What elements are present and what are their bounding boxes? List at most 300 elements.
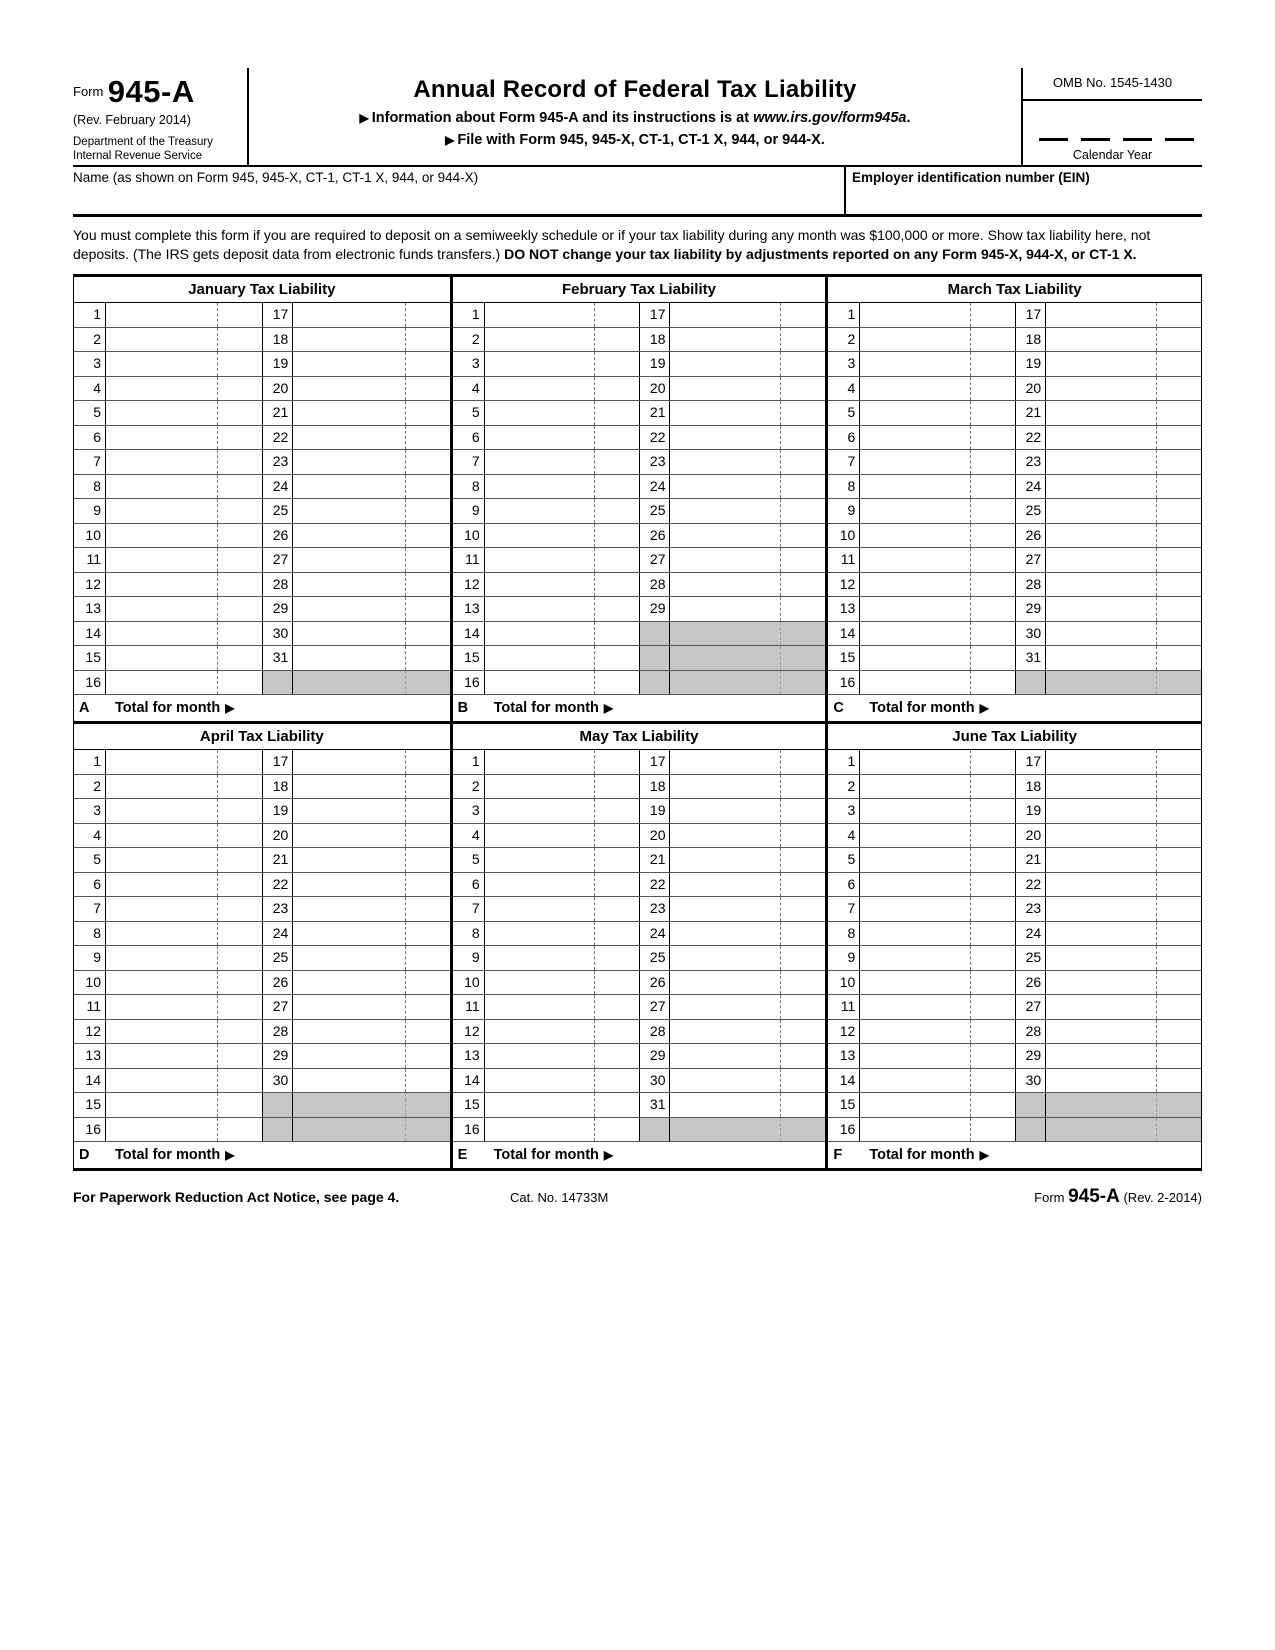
liability-amount-field[interactable] — [293, 873, 449, 897]
liability-amount-field[interactable] — [293, 597, 449, 621]
liability-amount-field[interactable] — [106, 622, 262, 646]
cents-divider — [1156, 1069, 1201, 1093]
liability-amount-field[interactable] — [106, 328, 262, 352]
liability-amount-field[interactable] — [106, 775, 262, 799]
liability-amount-field[interactable] — [860, 646, 1015, 670]
liability-amount-field[interactable] — [106, 750, 262, 774]
liability-amount-field[interactable] — [485, 377, 640, 401]
liability-amount-field[interactable] — [106, 848, 262, 872]
liability-amount-field[interactable] — [860, 873, 1015, 897]
liability-amount-field[interactable] — [293, 622, 449, 646]
day-row-march-16 — [828, 671, 1201, 696]
liability-amount-field[interactable] — [485, 750, 640, 774]
liability-amount-field[interactable] — [670, 799, 825, 823]
liability-amount-field[interactable] — [293, 922, 449, 946]
liability-amount-field[interactable] — [106, 573, 262, 597]
shaded-cell — [1015, 1093, 1046, 1117]
liability-amount-field[interactable] — [293, 401, 449, 425]
liability-amount-field[interactable] — [670, 475, 825, 499]
day-row-may-11 — [453, 995, 826, 1020]
liability-amount-field[interactable] — [485, 573, 640, 597]
day-number: 4 — [74, 824, 106, 848]
cents-divider — [1156, 524, 1201, 548]
liability-amount-field[interactable] — [485, 824, 640, 848]
day-row-march-4 — [828, 377, 1201, 402]
liability-amount-field[interactable] — [485, 1069, 640, 1093]
liability-amount-field[interactable] — [670, 1044, 825, 1068]
liability-amount-field[interactable] — [106, 824, 262, 848]
info-text: Information about Form 945-A and its instructions is at — [371, 110, 754, 126]
liability-amount-field[interactable] — [106, 671, 262, 695]
liability-amount-field[interactable] — [670, 922, 825, 946]
cents-divider — [970, 848, 1015, 872]
liability-amount-field[interactable] — [485, 897, 640, 921]
day-row-january-11 — [74, 548, 450, 573]
liability-amount-field[interactable] — [485, 499, 640, 523]
liability-amount-field[interactable] — [293, 475, 449, 499]
liability-amount-field[interactable] — [670, 377, 825, 401]
liability-amount-field[interactable] — [106, 401, 262, 425]
liability-amount-field[interactable] — [670, 401, 825, 425]
liability-amount-field[interactable] — [293, 499, 449, 523]
liability-amount-field[interactable] — [293, 328, 449, 352]
liability-amount-field[interactable] — [485, 971, 640, 995]
day-number: 19 — [262, 799, 293, 823]
cents-divider — [780, 450, 825, 474]
liability-amount-field[interactable] — [106, 897, 262, 921]
liability-amount-field[interactable] — [1046, 873, 1201, 897]
day-number: 21 — [1015, 848, 1046, 872]
liability-amount-field[interactable] — [106, 799, 262, 823]
year-digit-blank[interactable] — [1081, 138, 1110, 141]
cents-divider — [970, 897, 1015, 921]
liability-amount-field[interactable] — [860, 450, 1015, 474]
liability-amount-field[interactable] — [293, 995, 449, 1019]
cents-divider — [1156, 873, 1201, 897]
day-number: 1 — [453, 303, 485, 327]
day-row-february-7 — [453, 450, 826, 475]
day-number: 1 — [828, 750, 860, 774]
liability-amount-field[interactable] — [1046, 995, 1201, 1019]
day-number: 10 — [74, 971, 106, 995]
cents-divider — [217, 475, 262, 499]
liability-amount-field[interactable] — [293, 848, 449, 872]
liability-amount-field[interactable] — [485, 922, 640, 946]
total-row-letter: A — [79, 700, 90, 717]
liability-amount-field[interactable] — [860, 824, 1015, 848]
liability-amount-field[interactable] — [485, 946, 640, 970]
cents-divider — [594, 799, 639, 823]
liability-amount-field[interactable] — [860, 799, 1015, 823]
day-number: 7 — [828, 450, 860, 474]
day-number: 17 — [639, 750, 670, 774]
day-number: 8 — [74, 922, 106, 946]
cents-divider — [405, 328, 450, 352]
cents-divider — [970, 1069, 1015, 1093]
liability-amount-field[interactable] — [293, 1069, 449, 1093]
cents-divider — [217, 1044, 262, 1068]
day-row-may-10 — [453, 971, 826, 996]
day-number: 19 — [639, 799, 670, 823]
liability-amount-field[interactable] — [485, 401, 640, 425]
day-number: 4 — [453, 377, 485, 401]
day-number: 11 — [74, 995, 106, 1019]
day-number: 5 — [453, 401, 485, 425]
total-for-month-label: Total for month — [115, 1147, 221, 1164]
liability-amount-field[interactable] — [485, 799, 640, 823]
day-number: 9 — [453, 499, 485, 523]
liability-amount-field[interactable] — [106, 971, 262, 995]
day-number: 9 — [74, 499, 106, 523]
cents-divider — [217, 971, 262, 995]
liability-amount-field[interactable] — [106, 1093, 262, 1117]
day-row-april-14 — [74, 1069, 450, 1094]
liability-amount-field[interactable] — [670, 426, 825, 450]
year-digit-blank[interactable] — [1039, 138, 1068, 141]
cents-divider — [405, 646, 450, 670]
day-number: 16 — [828, 671, 860, 695]
liability-amount-field[interactable] — [106, 946, 262, 970]
liability-amount-field[interactable] — [1046, 524, 1201, 548]
total-for-month-row-E[interactable] — [453, 1142, 826, 1168]
liability-amount-field[interactable] — [1046, 1020, 1201, 1044]
liability-amount-field[interactable] — [1046, 824, 1201, 848]
calendar-year-area[interactable] — [1023, 138, 1202, 165]
liability-amount-field[interactable] — [1046, 377, 1201, 401]
cents-divider — [217, 775, 262, 799]
calendar-year-entry[interactable] — [1023, 138, 1202, 141]
day-number: 23 — [262, 897, 293, 921]
liability-amount-field[interactable] — [860, 750, 1015, 774]
liability-amount-field[interactable] — [106, 1069, 262, 1093]
day-row-february-13 — [453, 597, 826, 622]
liability-amount-field[interactable] — [1046, 622, 1201, 646]
year-digit-blank[interactable] — [1123, 138, 1152, 141]
liability-amount-field[interactable] — [1046, 848, 1201, 872]
liability-amount-field[interactable] — [293, 377, 449, 401]
liability-amount-field[interactable] — [670, 1069, 825, 1093]
total-row-letter: D — [79, 1147, 90, 1164]
liability-amount-field[interactable] — [106, 597, 262, 621]
day-row-may-2 — [453, 775, 826, 800]
total-for-month-row-B[interactable] — [453, 695, 826, 721]
liability-amount-field[interactable] — [860, 597, 1015, 621]
liability-amount-field[interactable] — [106, 1044, 262, 1068]
liability-amount-field[interactable] — [1046, 946, 1201, 970]
liability-amount-field[interactable] — [485, 475, 640, 499]
liability-amount-field[interactable] — [670, 597, 825, 621]
liability-amount-field[interactable] — [485, 524, 640, 548]
cents-divider — [970, 1093, 1015, 1117]
liability-amount-field[interactable] — [293, 548, 449, 572]
liability-amount-field[interactable] — [860, 1118, 1015, 1142]
liability-amount-field[interactable] — [106, 922, 262, 946]
day-row-june-15 — [828, 1093, 1201, 1118]
day-row-april-6 — [74, 873, 450, 898]
liability-amount-field[interactable] — [293, 824, 449, 848]
liability-amount-field[interactable] — [293, 646, 449, 670]
liability-amount-field[interactable] — [106, 1118, 262, 1142]
liability-amount-field[interactable] — [670, 995, 825, 1019]
liability-amount-field[interactable] — [860, 1044, 1015, 1068]
ein-field[interactable] — [844, 167, 1202, 214]
liability-amount-field[interactable] — [293, 303, 449, 327]
liability-amount-field[interactable] — [1046, 971, 1201, 995]
total-for-month-row-D[interactable] — [74, 1142, 450, 1168]
liability-amount-field[interactable] — [485, 995, 640, 1019]
liability-amount-field[interactable] — [293, 573, 449, 597]
month-june — [825, 724, 1201, 1168]
liability-amount-field[interactable] — [485, 426, 640, 450]
liability-amount-field[interactable] — [860, 897, 1015, 921]
cents-divider — [780, 524, 825, 548]
liability-amount-field[interactable] — [860, 499, 1015, 523]
liability-amount-field[interactable] — [670, 499, 825, 523]
right-pointer-icon: ▶ — [979, 701, 989, 716]
liability-amount-field[interactable] — [860, 426, 1015, 450]
liability-amount-field[interactable] — [860, 671, 1015, 695]
liability-amount-field[interactable] — [485, 622, 640, 646]
liability-amount-field[interactable] — [860, 995, 1015, 1019]
liability-amount-field[interactable] — [860, 328, 1015, 352]
day-number: 12 — [453, 1020, 485, 1044]
catalog-number: Cat. No. 14733M — [510, 1190, 609, 1206]
liability-amount-field[interactable] — [1046, 646, 1201, 670]
liability-amount-field[interactable] — [1046, 328, 1201, 352]
liability-amount-field[interactable] — [106, 524, 262, 548]
liability-amount-field[interactable] — [293, 1044, 449, 1068]
cents-divider — [405, 573, 450, 597]
cents-divider — [405, 824, 450, 848]
liability-amount-field[interactable] — [1046, 426, 1201, 450]
liability-amount-field[interactable] — [106, 475, 262, 499]
liability-amount-field[interactable] — [485, 450, 640, 474]
day-number: 22 — [639, 873, 670, 897]
liability-amount-field[interactable] — [670, 1093, 825, 1117]
liability-amount-field[interactable] — [1046, 1069, 1201, 1093]
liability-amount-field[interactable] — [860, 971, 1015, 995]
total-for-month-label: Total for month — [869, 700, 975, 717]
liability-amount-field[interactable] — [860, 524, 1015, 548]
liability-amount-field[interactable] — [670, 946, 825, 970]
liability-amount-field[interactable] — [293, 750, 449, 774]
liability-amount-field[interactable] — [670, 824, 825, 848]
liability-amount-field[interactable] — [106, 995, 262, 1019]
liability-amount-field[interactable] — [485, 646, 640, 670]
liability-amount-field[interactable] — [860, 475, 1015, 499]
cents-divider — [780, 622, 825, 646]
liability-amount-field[interactable] — [1046, 475, 1201, 499]
liability-amount-field[interactable] — [1046, 352, 1201, 376]
liability-amount-field[interactable] — [485, 873, 640, 897]
day-number: 3 — [453, 352, 485, 376]
cents-divider — [970, 303, 1015, 327]
liability-amount-field[interactable] — [106, 426, 262, 450]
liability-amount-field[interactable] — [670, 548, 825, 572]
liability-amount-field[interactable] — [1046, 775, 1201, 799]
right-pointer-icon: ▶ — [225, 1148, 235, 1163]
day-row-february-11 — [453, 548, 826, 573]
cents-divider — [970, 328, 1015, 352]
liability-amount-field[interactable] — [106, 377, 262, 401]
liability-amount-field[interactable] — [485, 671, 640, 695]
liability-amount-field[interactable] — [860, 946, 1015, 970]
liability-amount-field[interactable] — [860, 1069, 1015, 1093]
total-for-month-row-C[interactable] — [828, 695, 1201, 721]
day-number: 3 — [828, 352, 860, 376]
cents-divider — [217, 848, 262, 872]
liability-amount-field[interactable] — [1046, 573, 1201, 597]
liability-amount-field[interactable] — [1046, 897, 1201, 921]
liability-amount-field[interactable] — [670, 1020, 825, 1044]
liability-amount-field[interactable] — [106, 352, 262, 376]
total-for-month-row-F[interactable] — [828, 1142, 1201, 1168]
cents-divider — [217, 303, 262, 327]
day-row-june-6 — [828, 873, 1201, 898]
liability-amount-field[interactable] — [293, 450, 449, 474]
liability-amount-field[interactable] — [485, 1020, 640, 1044]
liability-amount-field[interactable] — [860, 303, 1015, 327]
liability-amount-field[interactable] — [860, 573, 1015, 597]
form-identity-block — [73, 68, 249, 165]
day-number: 23 — [1015, 450, 1046, 474]
day-number: 15 — [74, 1093, 106, 1117]
day-number: 30 — [262, 622, 293, 646]
cents-divider — [1156, 475, 1201, 499]
liability-amount-field[interactable] — [670, 897, 825, 921]
liability-amount-field[interactable] — [860, 848, 1015, 872]
calendar-year-label: Calendar Year — [1072, 148, 1153, 163]
day-number: 20 — [1015, 377, 1046, 401]
cents-divider — [1156, 450, 1201, 474]
day-number: 12 — [74, 573, 106, 597]
liability-amount-field[interactable] — [670, 775, 825, 799]
liability-amount-field[interactable] — [1046, 548, 1201, 572]
cents-divider — [594, 499, 639, 523]
day-number: 13 — [453, 1044, 485, 1068]
liability-amount-field[interactable] — [293, 897, 449, 921]
liability-amount-field[interactable] — [860, 775, 1015, 799]
liability-amount-field[interactable] — [670, 352, 825, 376]
liability-amount-field[interactable] — [860, 922, 1015, 946]
day-number: 12 — [74, 1020, 106, 1044]
liability-amount-field[interactable] — [485, 548, 640, 572]
liability-amount-field[interactable] — [1046, 499, 1201, 523]
day-number: 24 — [262, 922, 293, 946]
name-field[interactable] — [73, 167, 844, 214]
liability-amount-field[interactable] — [485, 328, 640, 352]
day-row-april-13 — [74, 1044, 450, 1069]
cents-divider — [1156, 573, 1201, 597]
liability-amount-field[interactable] — [485, 848, 640, 872]
cents-divider — [594, 573, 639, 597]
liability-amount-field[interactable] — [485, 597, 640, 621]
liability-amount-field[interactable] — [293, 946, 449, 970]
cents-divider — [405, 548, 450, 572]
day-number: 28 — [639, 573, 670, 597]
liability-amount-field[interactable] — [106, 499, 262, 523]
cents-divider — [780, 848, 825, 872]
liability-amount-field[interactable] — [293, 971, 449, 995]
liability-amount-field[interactable] — [670, 303, 825, 327]
day-number: 13 — [453, 597, 485, 621]
liability-amount-field[interactable] — [860, 1020, 1015, 1044]
liability-amount-field[interactable] — [485, 1044, 640, 1068]
liability-amount-field[interactable] — [106, 1020, 262, 1044]
day-number: 6 — [74, 873, 106, 897]
liability-amount-field[interactable] — [106, 873, 262, 897]
cents-divider — [217, 799, 262, 823]
liability-amount-field[interactable] — [860, 1093, 1015, 1117]
day-number: 17 — [262, 303, 293, 327]
day-number: 16 — [453, 1118, 485, 1142]
liability-amount-field[interactable] — [670, 873, 825, 897]
liability-amount-field[interactable] — [293, 799, 449, 823]
liability-amount-field[interactable] — [670, 750, 825, 774]
liability-amount-field[interactable] — [860, 401, 1015, 425]
liability-amount-field[interactable] — [293, 352, 449, 376]
day-number: 30 — [639, 1069, 670, 1093]
liability-amount-field[interactable] — [485, 1093, 640, 1117]
liability-amount-field[interactable] — [485, 303, 640, 327]
liability-amount-field[interactable] — [860, 377, 1015, 401]
liability-amount-field[interactable] — [860, 548, 1015, 572]
liability-amount-field[interactable] — [293, 775, 449, 799]
liability-amount-field[interactable] — [1046, 303, 1201, 327]
liability-amount-field[interactable] — [1046, 597, 1201, 621]
liability-amount-field[interactable] — [670, 328, 825, 352]
liability-amount-field[interactable] — [293, 426, 449, 450]
liability-amount-field[interactable] — [670, 524, 825, 548]
cents-divider — [970, 922, 1015, 946]
liability-amount-field[interactable] — [1046, 922, 1201, 946]
day-row-january-4 — [74, 377, 450, 402]
liability-amount-field[interactable] — [485, 775, 640, 799]
liability-amount-field[interactable] — [106, 450, 262, 474]
day-number: 12 — [828, 573, 860, 597]
liability-amount-field[interactable] — [670, 971, 825, 995]
liability-amount-field[interactable] — [670, 848, 825, 872]
liability-amount-field[interactable] — [485, 352, 640, 376]
liability-amount-field[interactable] — [1046, 401, 1201, 425]
liability-amount-field[interactable] — [1046, 450, 1201, 474]
liability-amount-field[interactable] — [485, 1118, 640, 1142]
liability-amount-field[interactable] — [1046, 1044, 1201, 1068]
day-number: 2 — [828, 328, 860, 352]
liability-amount-field[interactable] — [860, 352, 1015, 376]
total-for-month-row-A[interactable] — [74, 695, 450, 721]
day-number: 7 — [74, 450, 106, 474]
day-number: 22 — [1015, 873, 1046, 897]
cents-divider — [405, 1020, 450, 1044]
liability-amount-field[interactable] — [106, 646, 262, 670]
liability-amount-field[interactable] — [106, 548, 262, 572]
liability-amount-field[interactable] — [1046, 750, 1201, 774]
day-number: 17 — [262, 750, 293, 774]
liability-amount-field[interactable] — [293, 1020, 449, 1044]
month-march — [825, 277, 1201, 721]
liability-amount-field[interactable] — [670, 450, 825, 474]
year-digit-blank[interactable] — [1165, 138, 1194, 141]
liability-amount-field[interactable] — [106, 303, 262, 327]
liability-amount-field[interactable] — [670, 573, 825, 597]
day-row-may-4 — [453, 824, 826, 849]
day-number: 8 — [828, 922, 860, 946]
liability-amount-field[interactable] — [293, 524, 449, 548]
liability-amount-field[interactable] — [860, 622, 1015, 646]
cents-divider — [780, 873, 825, 897]
liability-amount-field[interactable] — [1046, 799, 1201, 823]
